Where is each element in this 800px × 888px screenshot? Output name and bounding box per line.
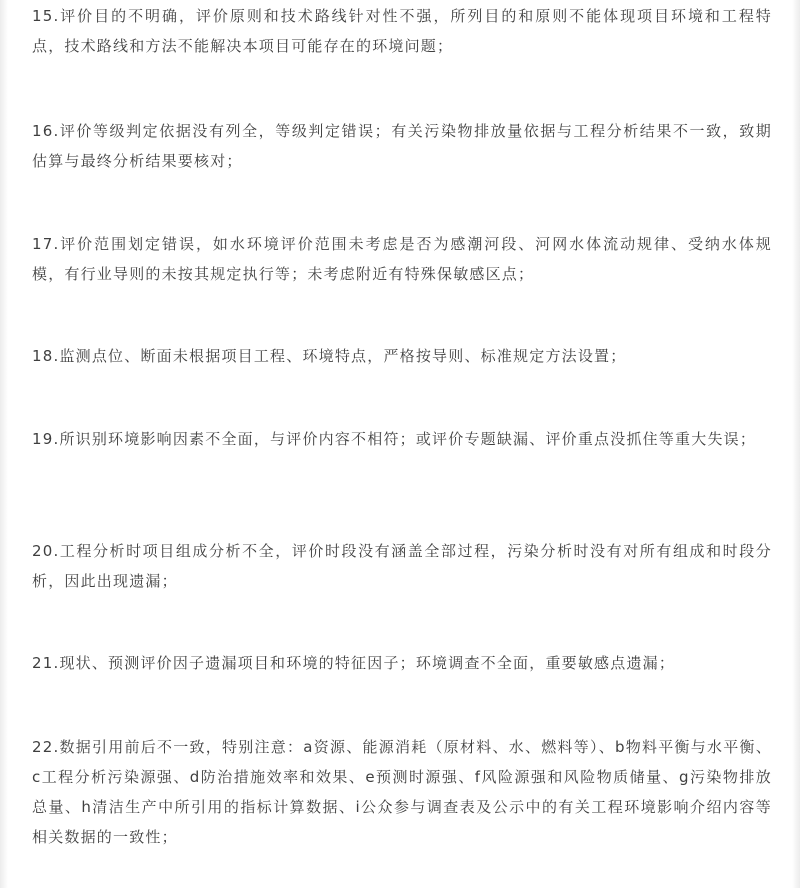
item-17-paragraph: 17.评价范围划定错误，如水环境评价范围未考虑是否为感潮河段、河网水体流动规律、受纳水体规模，有行业导则的未按其规定执行等；未考虑附近有特殊保敏感区点； [32,235,772,283]
item-16-paragraph: 16.评价等级判定依据没有列全，等级判定错误；有关污染物排放量依据与工程分析结果不一致，致期估算与最终分析结果要核对； [32,122,772,170]
item-21-paragraph: 21.现状、预测评价因子遗漏项目和环境的特征因子；环境调查不全面，重要敏感点遗漏； [32,654,676,672]
item-15-paragraph: 15.评价目的不明确，评价原则和技术路线针对性不强，所列目的和原则不能体现项目环境和工程特点，技术路线和方法不能解决本项目可能存在的环境问题； [32,7,772,55]
item-19-paragraph: 19.所识别环境影响因素不全面，与评价内容不相符；或评价专题缺漏、评价重点没抓住等重大失误； [32,430,757,448]
item-20-paragraph: 20.工程分析时项目组成分析不全，评价时段没有涵盖全部过程，污染分析时没有对所有组成和时段分析，因此出现遗漏； [32,542,772,590]
item-18-paragraph: 18.监测点位、断面未根据项目工程、环境特点，严格按导则、标准规定方法设置； [32,347,627,365]
page-edge-right [792,0,800,888]
item-22-paragraph: 22.数据引用前后不一致，特别注意：a资源、能源消耗（原材料、水、燃料等）、b物料平衡与水平衡、c工程分析污染源强、d防治措施效率和效果、e预测时源强、f风险源强和风险物质储量、g污染物排放总量、h清洁生产中所引用的指标计算数据、i公众参与调查表及公示中的有关工程环境影响介绍内容等相关数据的一致性； [32,738,772,846]
page-edge-left [0,0,8,888]
